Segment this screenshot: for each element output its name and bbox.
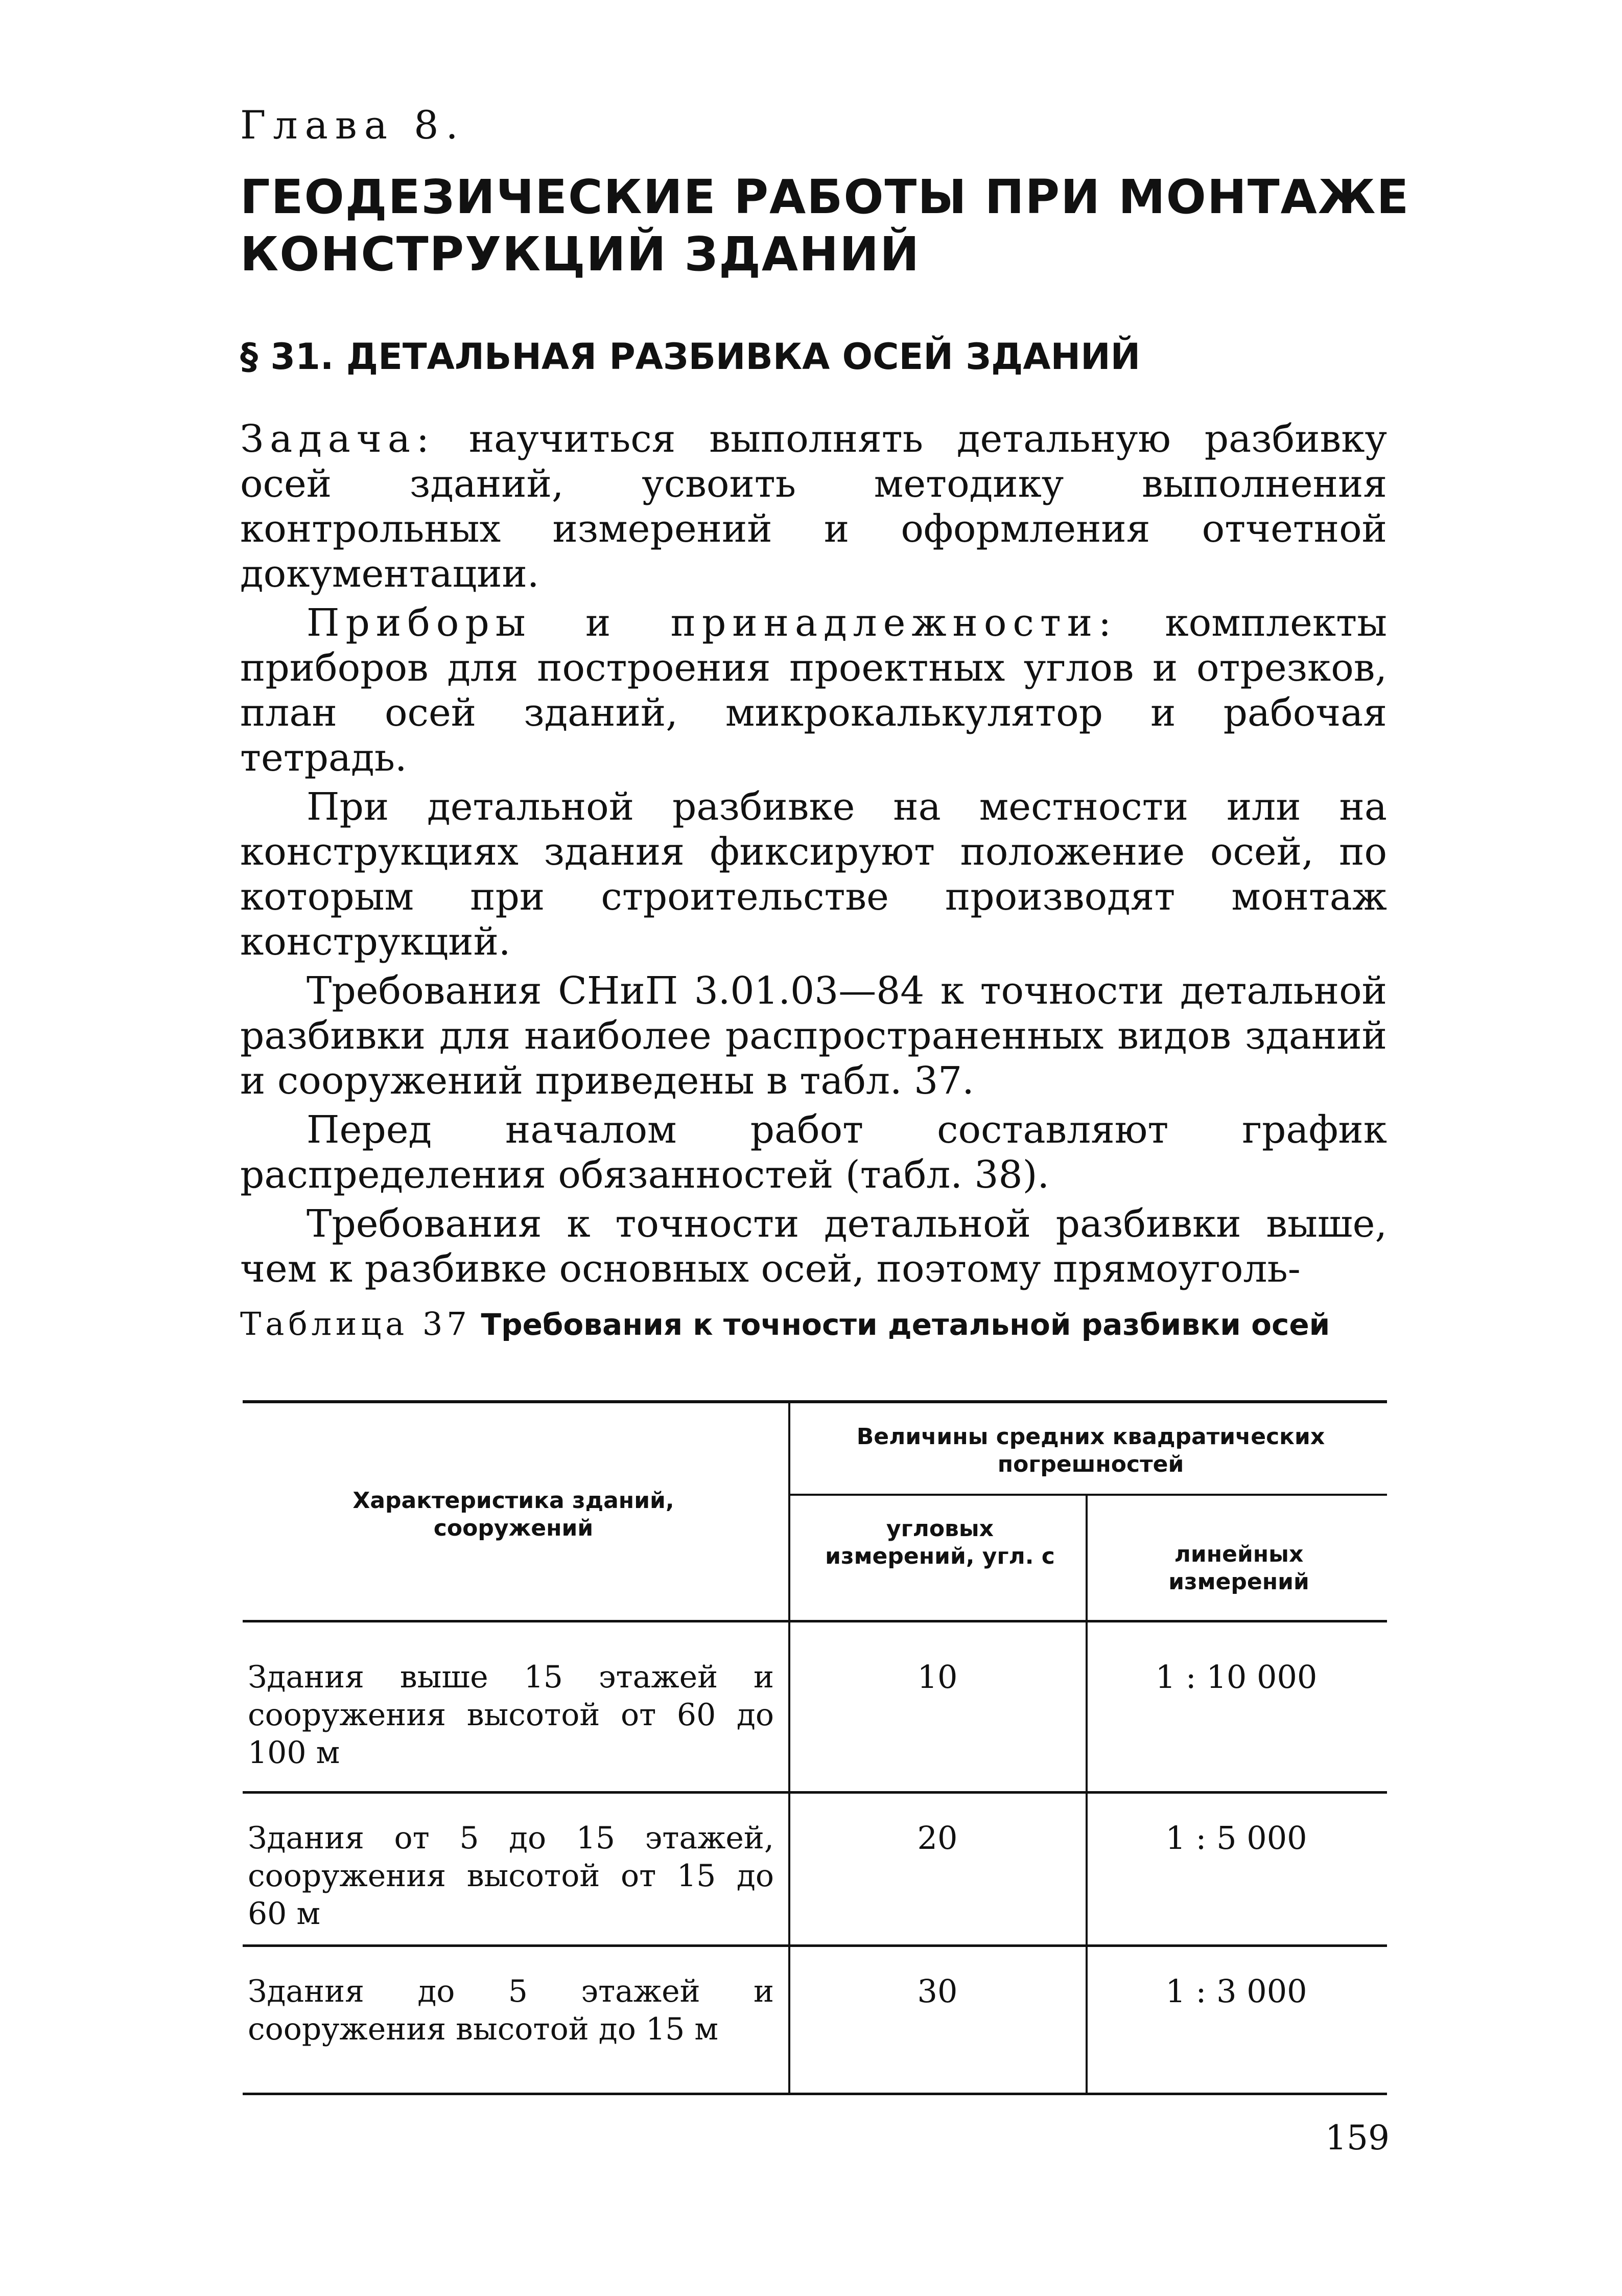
col-rule-2 [1086,1495,1088,2095]
table-caption-title: Требования к точности детальной разбивки осей [481,1307,1330,1342]
row-3-angular: 30 [917,1973,958,2010]
chapter-title: ГЕОДЕЗИЧЕСКИЕ РАБОТЫ ПРИ МОНТАЖЕ КОНСТРУКЦИЙ ЗДАНИЙ [240,170,1410,282]
table-caption [240,1306,1338,1343]
table-top-rule [243,1400,1387,1403]
header-linear: линейных измерений [1168,1541,1309,1595]
task-label: Задача: [240,417,435,461]
row-2-description: Здания от 5 до 15 этажей, сооружения высотой от 15 до 60 м [248,1820,774,1932]
header-angular: угловых измерений, угл. с [825,1516,1055,1569]
header-bottom-rule [243,1620,1387,1622]
body-text [240,416,1387,1295]
row-3-linear: 1 : 3 000 [1165,1973,1307,2010]
paragraph-4: Требования СНиП 3.01.03—84 к точности детальной разбивки для наиболее распространенных видов зданий и сооружений приведены в табл. 37. [240,969,1387,1103]
accuracy-table [243,1400,1387,2095]
header-characteristic: Характеристика зданий, сооружений [352,1488,674,1541]
paragraph-5: Перед началом работ составляют график распределения обязанностей (табл. 38). [240,1108,1387,1197]
row-rule-2 [243,1944,1387,1947]
task-text: научиться выполнять детальную разбивку осей зданий, усвоить методику выполнения контрольных измерений и оформления отчетной документации. [240,417,1387,596]
table-bottom-rule [243,2093,1387,2095]
row-2-linear: 1 : 5 000 [1165,1819,1307,1857]
row-3-description: Здания до 5 этажей и сооружения высотой до 15 м [248,1974,774,2047]
row-rule-1 [243,1791,1387,1794]
row-1-linear: 1 : 10 000 [1155,1658,1318,1696]
header-group: Величины средних квадратических погрешностей [856,1424,1325,1477]
tools-label: Приборы и принадлежности: [307,601,1118,645]
row-1-angular: 10 [917,1658,958,1696]
tools-paragraph [240,600,1387,780]
page-number: 159 [1325,2118,1390,2158]
chapter-label: Глава 8. [240,102,465,148]
row-2-angular: 20 [917,1819,958,1857]
task-paragraph [240,416,1387,596]
tools-text: комплекты приборов для построения проектных углов и отрезков, план осей зданий, микрокалькулятор и рабочая тетрадь. [240,601,1387,780]
col-rule-1 [788,1400,790,2095]
row-1-description: Здания выше 15 этажей и сооружения высотой от 60 до 100 м [248,1659,774,1771]
section-title: § 31. ДЕТАЛЬНАЯ РАЗБИВКА ОСЕЙ ЗДАНИЙ [240,336,1141,378]
table-caption-label: Таблица 37 [240,1305,471,1342]
group-subrule [789,1494,1387,1496]
paragraph-3: При детальной разбивке на местности или на конструкциях здания фиксируют положение осей, по которым при строительстве производят монтаж конструкций. [240,785,1387,964]
paragraph-6: Требования к точности детальной разбивки выше, чем к разбивке основных осей, поэтому прямоуголь- [240,1202,1387,1291]
